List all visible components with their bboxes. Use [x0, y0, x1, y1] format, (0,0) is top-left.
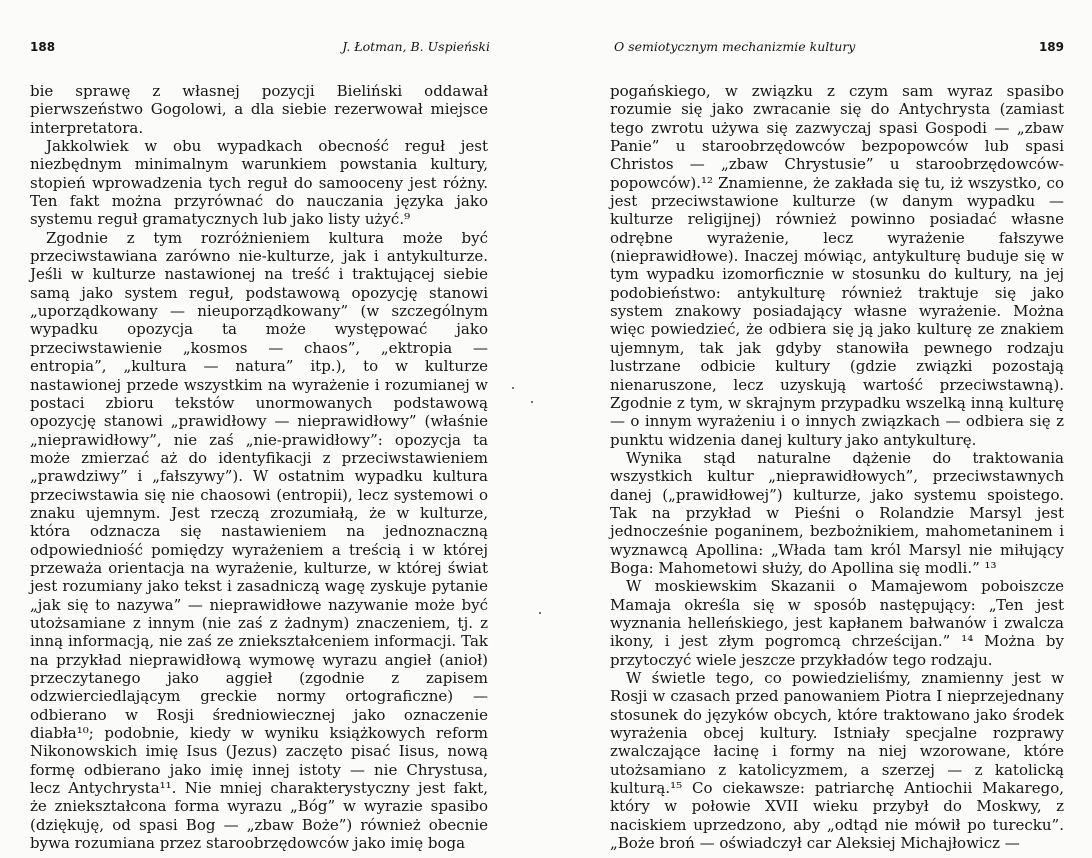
gutter-speck — [512, 387, 514, 389]
left-paragraph-3: Zgodnie z tym rozróżnieniem kultura może być przeciwstawiana zarówno nie-kulturze, jak i antykulturze. Jeśli w kulturze nastawionej na treść i traktującej siebie samą jako system reguł, podstawową opozycję stanowi „uporządkowany — nieuporządkowany” (w szczególnym wypadku opozycja ta może występować jako przeciwstawienie „kosmos — chaos”, „ektropia — entropia”, „kultura — natura” itp.), to w kulturze nastawionej przede wszystkim na wyrażenie i rozumianej w postaci zbioru tekstów unormowanych podstawową opozycję stanowi „prawidłowy — nieprawidłowy” (właśnie „nieprawidłowy”, nie zaś „nie-prawidłowy”: opozycja ta może zmierzać aż do identyfikacji z przeciwstawieniem „prawdziwy” i „fałszywy”). W ostatnim wypadku kultura przeciwstawia się nie chaosowi (entropii), lecz systemowi o znaku ujemnym. Jest rzeczą zrozumiałą, że w kulturze, która odznacza się nastawieniem na jednoznaczną odpowiedniość pomiędzy wyrażeniem a treścią i w której przeważa orientacja na wyrażenie, kulturze, w której świat jest rozumiany jako tekst i zasadniczą wagę zyskuje pytanie „jak się to nazywa” — nieprawidłowe nazywanie może być utożsamiane z innym (nie zaś z żadnym) znaczeniem, tj. z inną informacją, nie zaś ze zniekształceniem informacji. Tak na przykład nieprawidłową wymowę wyrazu angieł (anioł) przeczytanego jako aggieł (zgodnie z zapisem odzwierciedlającym greckie normy ortograficzne) — odbierano w Rosji średniowiecznej jako oznaczenie diabła¹⁰; podobnie, kiedy w wyniku książkowych reform Nikonowskich imię Isus (Jezus) zaczęto pisać Iisus, nową formę odbierano jako imię innej istoty — nie Chrystusa, lecz Antychrysta¹¹. Nie mniej charakterystyczny jest fakt, że zniekształcona forma wyrazu „Bóg” w wyrazie spasibo (dziękuję, od spasi Bog — „zbaw Boże”) również obecnie bywa rozumiana przez staroobrzędowców jako imię boga — [30, 228, 488, 853]
left-running-head — [30, 38, 490, 56]
left-paragraph-1: bie sprawę z własnej pozycji Bieliński oddawał pierwszeństwo Gogolowi, a dla siebie rezerwował miejsce interpretatora. — [30, 82, 488, 137]
gutter-speck — [539, 612, 541, 614]
left-body-text — [30, 82, 488, 852]
right-body-text — [610, 82, 1064, 852]
left-paragraph-2: Jakkolwiek w obu wypadkach obecność reguł jest niezbędnym minimalnym warunkiem powstania kultury, stopień wprowadzenia tych reguł do samooceny jest różny. Ten fakt można przyrównać do nauczania języka jako systemu reguł gramatycznych lub jako listy użyć.⁹ — [30, 137, 488, 229]
gutter-speck — [531, 401, 533, 403]
right-page — [546, 0, 1092, 858]
right-paragraph-3: W moskiewskim Skazanii o Mamajewom poboiszcze Mamaja określa się w sposób następujący: „Ten jest wyznania helleńskiego, jest kapłanem bałwanów i zwalcza ikony, i jest złym pogromcą chrześcijan.” ¹⁴ Można by przytoczyć wiele jeszcze przykładów tego rodzaju. — [610, 577, 1064, 669]
left-running-title: J. Łotman, B. Uspieński — [342, 39, 490, 54]
right-running-head — [614, 38, 1064, 56]
right-paragraph-1: pogańskiego, w związku z czym sam wyraz spasibo rozumie się jako zwracanie się do Antychrysta (zamiast tego zwrotu używa się zazwyczaj spasi Gospodi — „zbaw Panie” u staroobrzędowców bezpopowców lub spasi Christos — „zbaw Chrystusie” u staroobrzędowców-popowców).¹² Znamienne, że zakłada się tu, iż wszystko, co jest przeciwstawione kulturze (w danym wypadku — kulturze religijnej) również powinno posiadać własne odrębne wyrażenie, lecz wyrażenie fałszywe (nieprawidłowe). Inaczej mówiąc, antykulturę buduje się w tym wypadku izomorficznie w stosunku do kultury, na jej podobieństwo: antykulturę również traktuje się jako system znakowy posiadający własne wyrażenie. Można więc powiedzieć, że odbiera się ją jako kulturę ze znakiem ujemnym, tak jak gdyby stanowiła pewnego rodzaju lustrzane odbicie kultury (gdzie związki pozostają nienaruszone, lecz uzyskują wartość przeciwstawną). Zgodnie z tym, w skrajnym przypadku wszelką inną kulturę — o innym wyrażeniu i o innych związkach — odbiera się z punktu widzenia danej kultury jako antykulturę. — [610, 82, 1064, 449]
right-paragraph-2: Wynika stąd naturalne dążenie do traktowania wszystkich kultur „nieprawidłowych”, przeciwstawnych danej („prawidłowej”) kulturze, jako systemu spoistego. Tak na przykład w Pieśni o Rolandzie Marsyl jest jednocześnie poganinem, bezbożnikiem, mahometaninem i wyznawcą Apollina: „Włada tam król Marsyl nie miłujący Boga: Mahometowi służy, do Apollina się modli.” ¹³ — [610, 448, 1064, 577]
right-paragraph-4: W świetle tego, co powiedzieliśmy, znamienny jest w Rosji w czasach przed panowaniem Piotra I nieprzejednany stosunek do języków obcych, które traktowano jako środek wyrażenia obcej kultury. Istniały specjalne rozprawy zwalczające łacinę i formy na niej wzorowane, które utożsamiano z katolicyzmem, a szerzej — z katolicką kulturą.¹⁵ Co ciekawsze: patriarchę Antiochii Makarego, który w połowie XVII wieku przybył do Moskwy, z naciskiem uprzedzono, aby „odtąd nie mówił po turecku”. „Boże broń — oświadczył car Aleksiej Michajłowicz — — [610, 669, 1064, 853]
left-page-number: 188 — [30, 40, 56, 54]
right-running-title: O semiotycznym mechanizmie kultury — [614, 39, 856, 54]
right-page-number: 189 — [1038, 40, 1064, 54]
